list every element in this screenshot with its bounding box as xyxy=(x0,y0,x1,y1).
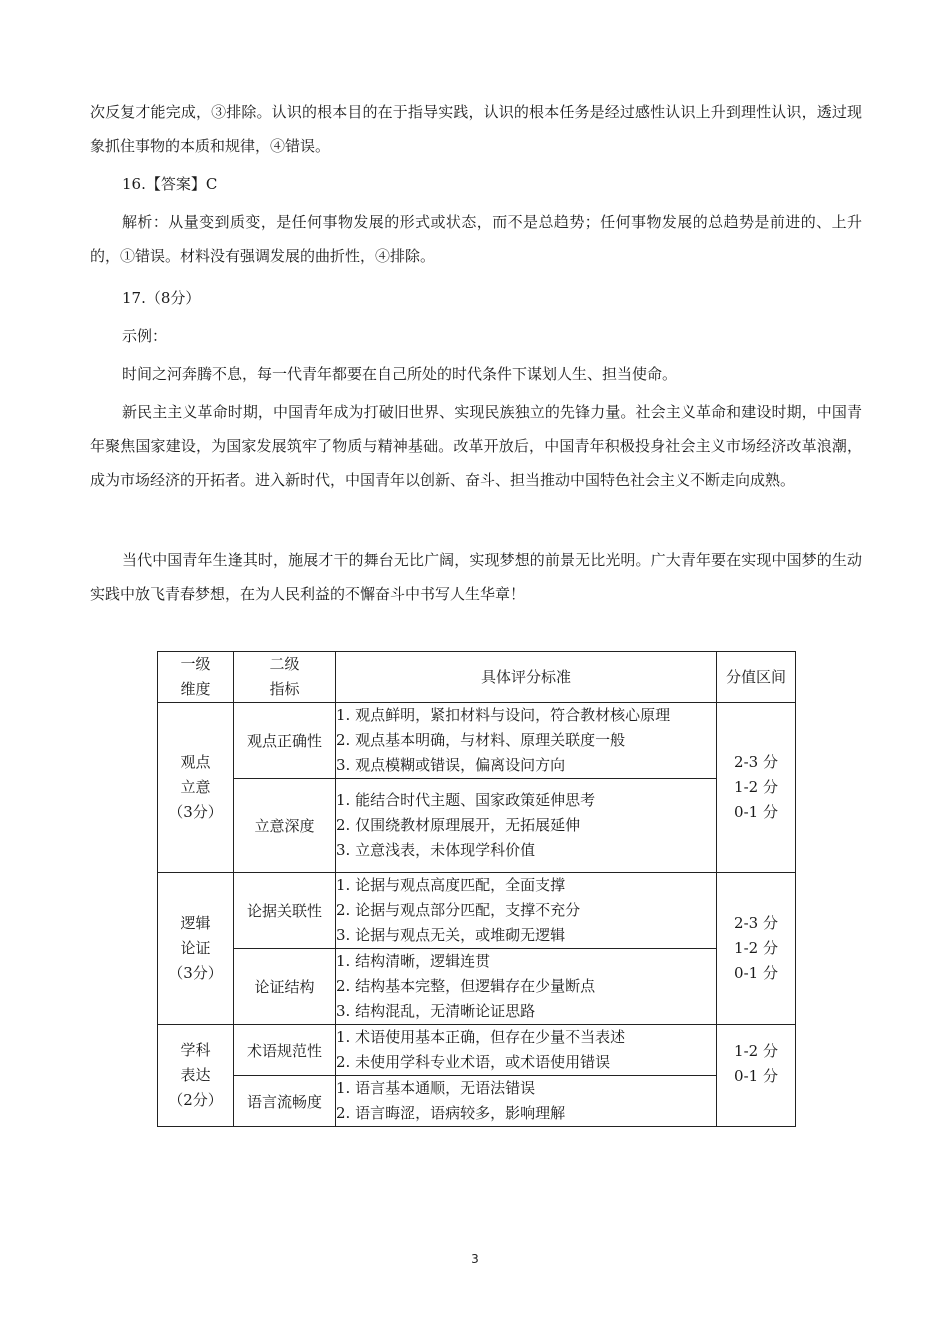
criteria-line: 1. 观点鲜明，紧扣材料与设问，符合教材核心原理 xyxy=(336,706,671,724)
score-range: 1-2 分 xyxy=(734,939,778,957)
criteria-cell xyxy=(336,873,717,949)
score-range-cell xyxy=(717,703,796,873)
essay-paragraph-3: 当代中国青年生逢其时，施展才干的舞台无比广阔，实现梦想的前景无比光明。广大青年要在实现中国梦的生动实践中放飞青春梦想，在为人民利益的不懈奋斗中书写人生华章！ xyxy=(90,551,862,603)
criteria-line: 1. 语言基本通顺，无语法错误 xyxy=(336,1079,536,1097)
criteria-cell xyxy=(336,779,717,873)
dimension-name-line2: 论证 xyxy=(180,939,211,957)
criteria-cell xyxy=(336,703,717,779)
score-range: 0-1 分 xyxy=(734,1067,778,1085)
criteria-cell xyxy=(336,949,717,1025)
indicator-cell: 立意深度 xyxy=(234,779,336,873)
example-label: 示例： xyxy=(122,327,168,345)
score-range-cell xyxy=(717,1025,796,1127)
score-range: 0-1 分 xyxy=(734,803,778,821)
question-17-heading: 17.（8分） xyxy=(122,289,201,307)
criteria-line: 2. 观点基本明确，与材料、原理关联度一般 xyxy=(336,731,626,749)
criteria-line: 3. 结构混乱，无清晰论证思路 xyxy=(336,1002,536,1020)
dimension-cell xyxy=(158,703,234,873)
criteria-line: 1. 结构清晰，逻辑连贯 xyxy=(336,952,491,970)
criteria-cell xyxy=(336,1076,717,1127)
answer-16: 16.【答案】C xyxy=(122,175,218,193)
header-level1 xyxy=(158,652,234,703)
header-score: 分值区间 xyxy=(717,652,796,703)
dimension-points: （3分） xyxy=(168,803,223,821)
criteria-line: 2. 仅围绕教材原理展开，无拓展延伸 xyxy=(336,816,581,834)
table-row xyxy=(158,1025,796,1076)
criteria-line: 2. 语言晦涩，语病较多，影响理解 xyxy=(336,1104,566,1122)
indicator-cell: 论证结构 xyxy=(234,949,336,1025)
criteria-line: 2. 未使用学科专业术语，或术语使用错误 xyxy=(336,1053,611,1071)
header-level2 xyxy=(234,652,336,703)
criteria-line: 3. 论据与观点无关，或堆砌无逻辑 xyxy=(336,926,566,944)
analysis-16: 解析：从量变到质变，是任何事物发展的形式或状态，而不是总趋势；任何事物发展的总趋势是前进的、上升的，①错误。材料没有强调发展的曲折性，④排除。 xyxy=(90,213,862,265)
score-range: 1-2 分 xyxy=(734,778,778,796)
indicator-cell: 论据关联性 xyxy=(234,873,336,949)
dimension-cell xyxy=(158,1025,234,1127)
criteria-line: 3. 观点模糊或错误，偏离设问方向 xyxy=(336,756,566,774)
header-level1-line2: 维度 xyxy=(180,680,211,698)
criteria-line: 2. 结构基本完整，但逻辑存在少量断点 xyxy=(336,977,596,995)
page-number: 3 xyxy=(471,1252,479,1266)
indicator-cell: 观点正确性 xyxy=(234,703,336,779)
essay-paragraph-1: 时间之河奔腾不息，每一代青年都要在自己所处的时代条件下谋划人生、担当使命。 xyxy=(122,365,678,383)
essay-paragraph-2: 新民主主义革命时期，中国青年成为打破旧世界、实现民族独立的先锋力量。社会主义革命和建设时期，中国青年聚焦国家建设，为国家发展筑牢了物质与精神基础。改革开放后，中国青年积极投身社会主义市场经济改革浪潮，成为市场经济的开拓者。进入新时代，中国青年以创新、奋斗、担当推动中国特色社会主义不断走向成熟。 xyxy=(90,403,862,489)
table-row xyxy=(158,703,796,779)
criteria-line: 3. 立意浅表，未体现学科价值 xyxy=(336,841,536,859)
criteria-line: 1. 能结合时代主题、国家政策延伸思考 xyxy=(336,791,596,809)
table-row xyxy=(158,1076,796,1127)
dimension-points: （2分） xyxy=(168,1091,223,1109)
paragraph-analysis-15-cont: 次反复才能完成，③排除。认识的根本目的在于指导实践，认识的根本任务是经过感性认识上升到理性认识，透过现象抓住事物的本质和规律，④错误。 xyxy=(90,103,862,155)
score-range-cell xyxy=(717,873,796,1025)
dimension-name-line1: 观点 xyxy=(180,753,211,771)
criteria-line: 1. 论据与观点高度匹配，全面支撑 xyxy=(336,876,566,894)
criteria-cell xyxy=(336,1025,717,1076)
dimension-name-line1: 学科 xyxy=(180,1041,211,1059)
table-row xyxy=(158,779,796,873)
dimension-points: （3分） xyxy=(168,964,223,982)
score-range: 1-2 分 xyxy=(734,1042,778,1060)
header-level2-line2: 指标 xyxy=(269,680,300,698)
score-range: 2-3 分 xyxy=(734,753,778,771)
criteria-line: 2. 论据与观点部分匹配，支撑不充分 xyxy=(336,901,581,919)
criteria-line: 1. 术语使用基本正确，但存在少量不当表述 xyxy=(336,1028,626,1046)
scoring-rubric-table xyxy=(157,651,796,1127)
header-level2-line1: 二级 xyxy=(269,655,300,673)
dimension-name-line2: 立意 xyxy=(180,778,211,796)
score-range: 2-3 分 xyxy=(734,914,778,932)
table-header-row xyxy=(158,652,796,703)
dimension-cell xyxy=(158,873,234,1025)
score-range: 0-1 分 xyxy=(734,964,778,982)
indicator-cell: 语言流畅度 xyxy=(234,1076,336,1127)
dimension-name-line2: 表达 xyxy=(180,1066,211,1084)
table-row xyxy=(158,873,796,949)
header-level1-line1: 一级 xyxy=(180,655,211,673)
header-criteria: 具体评分标准 xyxy=(336,652,717,703)
dimension-name-line1: 逻辑 xyxy=(180,914,211,932)
table-row xyxy=(158,949,796,1025)
indicator-cell: 术语规范性 xyxy=(234,1025,336,1076)
